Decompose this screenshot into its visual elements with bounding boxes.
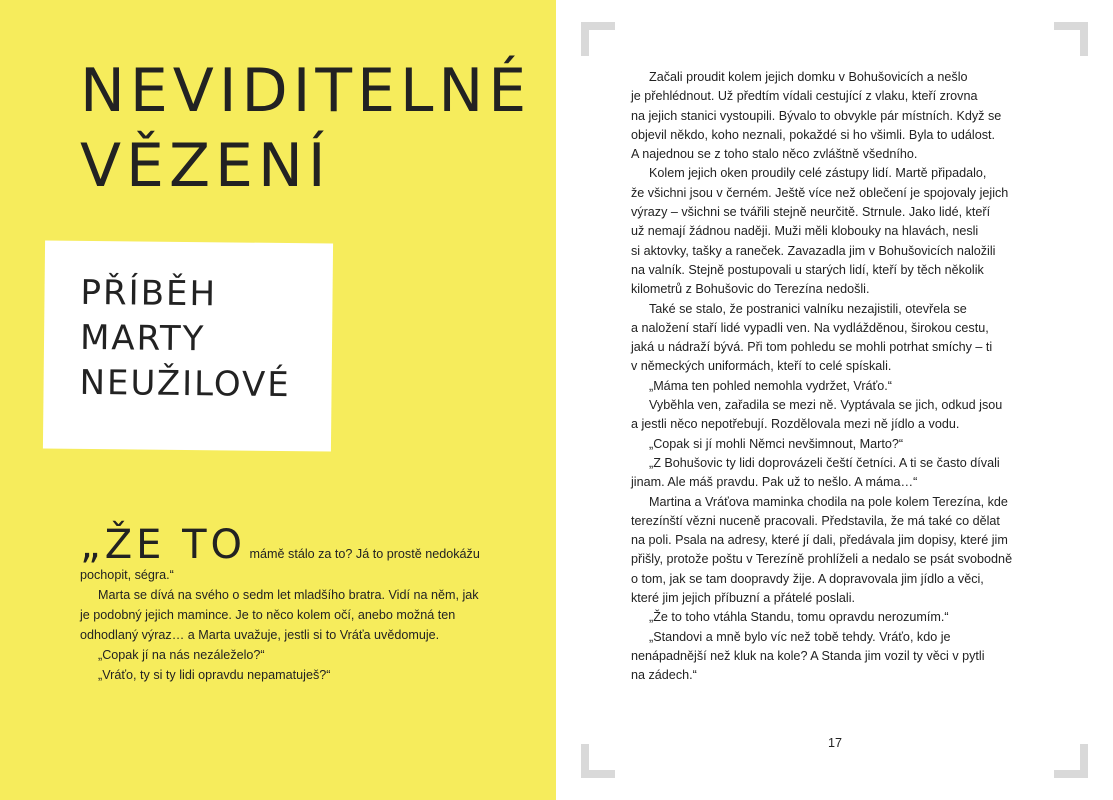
text-line: na poli. Psala na adresy, které jí dali, předávala jim dopisy, které jim [631,533,1008,548]
chapter-title-line: VĚZENÍ [80,131,331,201]
text-line: v německých uniformách, kteří to celé spískali. [631,359,892,374]
text-line: Začali proudit kolem jejich domku v Bohušovicích a nešlo [649,70,968,84]
text-line: na zádech.“ [631,668,697,683]
paragraph: Marta se dívá na svého o sedm let mladšího bratra. Vidí na něm, jak je podobný jejich mamince. Je to něco kolem očí, anebo možná ten odhodlaný výraz… a Marta uvažuje, jestli si to Vráťa uvědomuje. [80,588,479,642]
chapter-subtitle [79,271,292,408]
paragraph: „Copak jí na nás nezáleželo?“ [98,648,265,662]
paragraph [631,493,1043,609]
paragraph [631,396,1043,435]
paragraph: „Vráťo, ty si ty lidi opravdu nepamatuješ?“ [98,668,331,682]
text-line: jinam. Ale máš pravdu. Pak už to nešlo. A máma…“ [631,475,918,490]
text-line: Kolem jejich oken proudily celé zástupy lidí. Martě připadalo, [649,166,987,181]
dropcap: „ŽE TO [80,522,247,568]
text-line: terezínští vězni nuceně pracovali. Představila, že má také co dělat [631,513,1000,528]
lead-second-line: pochopit, ségra.“ [80,568,174,582]
text-line: o tom, jak se tam doopravdy žije. A dopravovala jim jídlo a věci, [631,571,984,586]
paragraph [631,300,1043,377]
text-line: „Že to toho vtáhla Standu, tomu opravdu nerozumím.“ [649,610,949,625]
text-line: výrazy – všichni se tvářili stejně neurčitě. Strnule. Jako lidé, kteří [631,205,991,220]
text-line: které jim jejich příbuzní a přátelé poslali. [631,591,855,606]
text-line: na valník. Stejně postupovali u starých lidí, kteří by těch několik [631,262,984,277]
text-line: nenápadnější než kluk na kole? A Standa jim vozil ty věci v pytli [631,648,985,663]
body-text [631,68,1043,686]
paragraph [631,68,1043,164]
subtitle-line: MARTY [79,317,206,360]
lead-text [80,522,480,685]
text-line: přišly, protože poštu v Terezíně prohlíželi a nedalo se psát svobodně [631,552,1013,567]
paragraph [631,608,1043,627]
text-line: Také se stalo, že postranici valníku nezajistili, otevřela se [649,301,967,316]
text-line: a jestli něco nepotřebují. Rozdělovala mezi ně jídlo a vodu. [631,417,960,432]
text-line: že všichni jsou v černém. Ještě více než oblečení je spojovaly jejich [631,185,1009,200]
text-line: a naložení staří lidé vypadli ven. Na vydlážděnou, širokou cestu, [631,320,989,335]
text-line: kilometrů z Bohušovic do Terezína nedošli. [631,282,870,297]
text-line: Vyběhla ven, zařadila se mezi ně. Vyptávala se jich, odkud jsou [649,398,1003,413]
page-number: 17 [827,736,842,750]
subtitle-line: NEUŽILOVÉ [79,362,291,406]
right-page [556,0,1113,800]
text-line: A najednou se z toho stalo něco zvláštně všedního. [631,147,918,162]
corner-mark-bottom-left [581,744,615,778]
text-line: „Z Bohušovic ty lidi doprovázeli čeští četníci. A ti se často dívali [649,455,1000,470]
text-line: si aktovky, tašky a raneček. Zavazadla jim v Bohušovicích naložili [631,243,996,258]
paragraph [631,164,1043,299]
subtitle-box [43,240,333,451]
subtitle-line: PŘÍBĚH [80,272,218,315]
text-line: na jejich stanici vystoupili. Bývalo to obvykle pár místních. Když se [631,108,1002,123]
lead-first-line: mámě stálo za to? Já to prostě nedokážu [246,547,480,561]
corner-mark-top-right [1054,22,1088,56]
text-line: „Standovi a mně bylo víc než tobě tehdy. Vráťo, kdo je [649,629,951,644]
corner-mark-bottom-right [1054,744,1088,778]
left-page [0,0,556,800]
paragraph [631,377,1043,396]
text-line: objevil někdo, koho neznali, pokaždé si ho všimli. Byla to událost. [631,127,996,142]
text-line: „Copak si jí mohli Němci nevšimnout, Marto?“ [649,436,904,451]
paragraph [631,454,1043,493]
chapter-title [80,54,532,204]
corner-mark-top-left [581,22,615,56]
text-line: jaká u nádraží bývá. Při tom pohledu se mohli potrhat smíchy – ti [631,340,993,355]
text-line: „Máma ten pohled nemohla vydržet, Vráťo.“ [649,378,892,393]
paragraph [631,435,1043,454]
paragraph [631,628,1043,686]
text-line: už nemají žádnou naději. Muži měli klobouky na hlavách, nesli [631,224,979,239]
text-line: Martina a Vráťova maminka chodila na pole kolem Terezína, kde [649,494,1008,509]
text-line: je přehlédnout. Už předtím vídali cestující z vlaku, kteří zrovna [631,89,978,104]
chapter-title-line: NEVIDITELNÉ [80,56,532,126]
lead-paragraph [80,522,480,568]
